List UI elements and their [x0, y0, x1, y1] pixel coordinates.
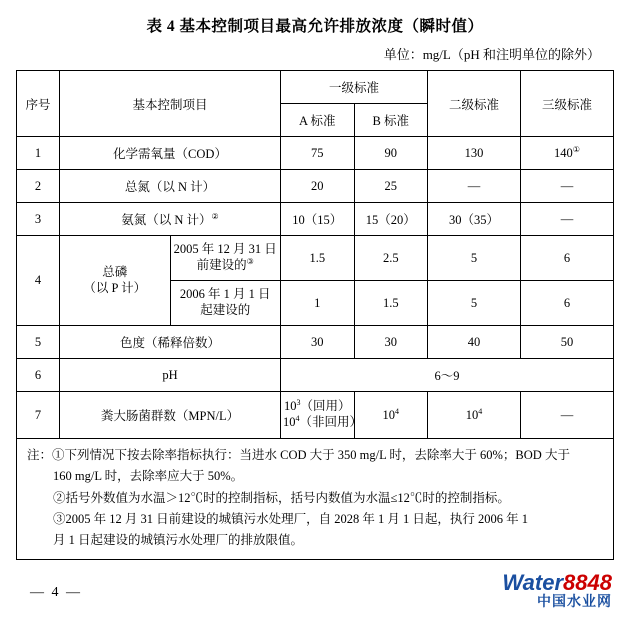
cell-level2-exp: 4 [478, 406, 483, 416]
cell-level1-b: 90 [354, 137, 428, 170]
cell-level1-a: 20 [281, 170, 355, 203]
cell-level1-b: 1.5 [354, 281, 428, 326]
cell-merged-value: 6～9 [281, 359, 614, 392]
cell-item-sub-line1: 2005 年 12 月 31 日 [173, 242, 277, 257]
cell-item-sub [170, 236, 281, 281]
cell-level1-b-exp: 4 [395, 406, 399, 416]
cell-level2: 40 [428, 326, 521, 359]
cell-level1-a-base2: 10 [283, 415, 296, 429]
cell-level1-a [281, 392, 363, 439]
header-level3: 三级标准 [521, 71, 614, 137]
cell-level3: 6 [521, 281, 614, 326]
note-line-5: 月 1 日起建设的城镇污水处理厂的排放限值。 [53, 533, 304, 547]
cell-level1-a-line1 [284, 399, 351, 413]
cell-level2: 30（35） [428, 203, 521, 236]
header-seq: 序号 [17, 71, 60, 137]
cell-level3 [521, 137, 614, 170]
cell-level3: — [521, 392, 614, 439]
cell-level1-a: 30 [281, 326, 355, 359]
cell-seq: 1 [17, 137, 60, 170]
cell-item-group-label [60, 236, 171, 326]
cell-item-sub-footnote: ③ [246, 256, 254, 266]
cell-item-sub-line1: 2006 年 1 月 1 日 [179, 287, 271, 302]
watermark-brand-cn: 中国水业网 [537, 594, 612, 610]
note-line-3: ②括号外数值为水温＞12℃时的控制指标，括号内数值为水温≤12℃时的控制指标。 [53, 490, 510, 505]
cell-item [60, 203, 281, 236]
table-row [17, 137, 614, 170]
cell-item: 粪大肠菌群数（MPN/L） [60, 392, 281, 439]
watermark-brand-number: 8848 [563, 569, 612, 595]
cell-item: 化学需氧量（COD） [60, 137, 281, 170]
cell-level3: — [521, 203, 614, 236]
cell-seq: 5 [17, 326, 60, 359]
document-page [0, 14, 630, 619]
cell-level1-a-line2 [283, 415, 362, 429]
header-item: 基本控制项目 [60, 71, 281, 137]
cell-item-sub-line2: 起建设的 [200, 303, 251, 317]
cell-item-sub [170, 281, 281, 326]
cell-level1-a: 10（15） [281, 203, 355, 236]
cell-item-label: 氨氮（以 N 计） [121, 213, 212, 227]
cell-level1-a: 75 [281, 137, 355, 170]
cell-level1-a-tail1: （回用） [300, 399, 351, 414]
cell-level3-footnote: ① [572, 144, 580, 154]
note-line-4: ③2005 年 12 月 31 日前建设的城镇污水处理厂，自 2028 年 1 月 1 日起，执行 2006 年 1 [53, 511, 529, 526]
cell-item: 总氮（以 N 计） [60, 170, 281, 203]
table-row [17, 359, 614, 392]
header-level1-b: B 标准 [354, 104, 428, 137]
table-row [17, 203, 614, 236]
table-row [17, 392, 614, 439]
cell-level1-b: 15（20） [354, 203, 428, 236]
unit-note: 单位：mg/L（pH 和注明单位的除外） [383, 47, 600, 62]
cell-level1-a: 1 [281, 281, 355, 326]
cell-item-group-label-line2: （以 P 计） [83, 280, 147, 295]
cell-seq: 4 [17, 236, 60, 326]
cell-level1-a-tail2: （非回用） [299, 415, 363, 429]
cell-level2: 5 [428, 236, 521, 281]
cell-level1-b: 30 [354, 326, 428, 359]
cell-level1-a-exp2: 4 [295, 413, 300, 423]
cell-level3: 50 [521, 326, 614, 359]
cell-item-group-label-line1: 总磷 [102, 264, 128, 279]
cell-level1-b [354, 392, 428, 439]
table-notes [16, 439, 614, 560]
cell-level2: — [428, 170, 521, 203]
pollutant-limits-table [16, 70, 614, 439]
cell-item-sub-line2: 前建设的 [196, 258, 247, 272]
page-title: 表 4 基本控制项目最高允许排放浓度（瞬时值） [146, 18, 484, 35]
cell-item: 色度（稀释倍数） [60, 326, 281, 359]
cell-level3-value: 140 [554, 145, 573, 160]
cell-seq: 6 [17, 359, 60, 392]
cell-level1-b: 25 [354, 170, 428, 203]
cell-item: pH [60, 359, 281, 392]
header-level1: 一级标准 [281, 71, 428, 104]
cell-level1-b-base: 10 [382, 407, 395, 422]
table-row [17, 170, 614, 203]
cell-level2 [428, 392, 521, 439]
cell-level1-a-base1: 10 [283, 399, 297, 414]
header-level2: 二级标准 [428, 71, 521, 137]
cell-item-footnote: ② [211, 211, 219, 221]
header-level1-a: A 标准 [281, 104, 355, 137]
page-number: — 4 — [30, 585, 82, 600]
table-header-row-1 [17, 71, 614, 104]
cell-seq: 3 [17, 203, 60, 236]
note-line-2: 160 mg/L 时，去除率应大于 50%。 [53, 469, 244, 484]
cell-level1-b: 2.5 [354, 236, 428, 281]
note-line-1: 注：①下列情况下按去除率指标执行：当进水 COD 大于 350 mg/L 时，去除率大于 60%；BOD 大于 [27, 448, 570, 462]
cell-level2: 5 [428, 281, 521, 326]
cell-level1-a-exp1: 3 [296, 398, 301, 408]
cell-level2-base: 10 [465, 407, 479, 422]
watermark-brand-word: Water [502, 569, 564, 595]
cell-level3: 6 [521, 236, 614, 281]
cell-seq: 7 [17, 392, 60, 439]
cell-level1-a: 1.5 [281, 236, 355, 281]
cell-level3: — [521, 170, 614, 203]
cell-level2: 130 [428, 137, 521, 170]
table-row [17, 326, 614, 359]
cell-seq: 2 [17, 170, 60, 203]
table-row [17, 236, 614, 281]
watermark-brand [502, 570, 612, 595]
